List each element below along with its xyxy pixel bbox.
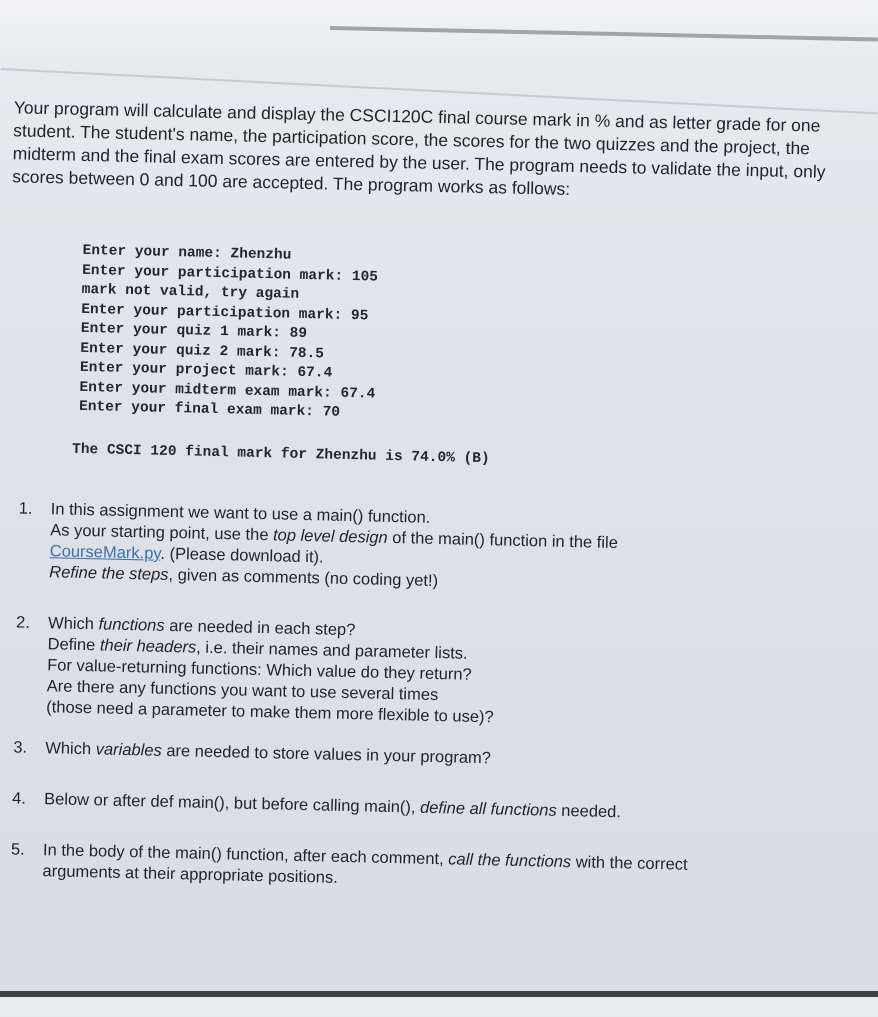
- step-text: Are there any functions you want to use several times: [46, 677, 439, 705]
- example-line: Enter your midterm exam mark: 67.4: [79, 379, 376, 403]
- step-text: Which variables are needed to store values in your program?: [45, 739, 492, 768]
- step-text: (those need a parameter to make them more flexible to use)?: [46, 698, 494, 727]
- step-text: For value-returning functions: Which value do they return?: [46, 656, 472, 684]
- step-number: 2.: [15, 613, 31, 632]
- example-result: The CSCI 120 final mark for Zhenzhu is 74.0% (B): [71, 441, 490, 468]
- step-number: 4.: [11, 789, 27, 808]
- example-line: mark not valid, try again: [81, 281, 300, 303]
- task-steps: [0, 498, 828, 900]
- step-text: Refine the steps, given as comments (no coding yet!): [49, 563, 439, 591]
- step-text: Below or after def main(), but before calling main(), define all functions needed.: [43, 790, 622, 822]
- example-line: Enter your quiz 2 mark: 78.5: [80, 340, 325, 362]
- step-item: [0, 839, 821, 900]
- step-text: CourseMark.py. (Please download it).: [49, 542, 324, 567]
- step-text: Define their headers, i.e. their names and parameter lists.: [47, 635, 468, 663]
- step-number: 5.: [10, 840, 25, 859]
- step-item: [4, 612, 826, 736]
- example-line: Enter your participation mark: 95: [81, 301, 369, 324]
- coursemark-link[interactable]: CourseMark.py: [49, 542, 161, 563]
- intro-paragraph: Your program will calculate and display the CSCI120C final course mark in % and as letter grade for one student. The student's name, the participation score, the scores for the two quizzes and the project, the midterm and the final exam scores are entered by the user. The program needs to validate the input, only scores between 0 and 100 are accepted. The program works as follows:: [12, 97, 826, 199]
- bottom-edge: [0, 991, 878, 997]
- step-text: In this assignment we want to use a main() function.: [50, 500, 431, 527]
- step-text: As your starting point, use the top level design of the main() function in the file: [50, 521, 619, 553]
- example-line: Enter your final exam mark: 70: [78, 398, 341, 421]
- step-text: arguments at their appropriate positions.: [42, 862, 338, 887]
- step-number: 3.: [13, 738, 28, 757]
- step-item: [7, 498, 829, 601]
- example-run: [79, 242, 379, 424]
- step-number: 1.: [18, 499, 33, 518]
- step-text: Which functions are needed in each step?: [47, 614, 356, 640]
- step-item: [2, 788, 822, 828]
- example-line: Enter your quiz 1 mark: 89: [80, 320, 308, 343]
- example-line: Enter your participation mark: 105: [81, 262, 379, 286]
- step-text: In the body of the main() function, after each comment, call the functions with the correct: [42, 841, 688, 874]
- example-line: Enter your project mark: 67.4: [79, 359, 333, 382]
- example-line: Enter your name: Zhenzhu: [82, 242, 292, 264]
- step-item: [3, 737, 823, 777]
